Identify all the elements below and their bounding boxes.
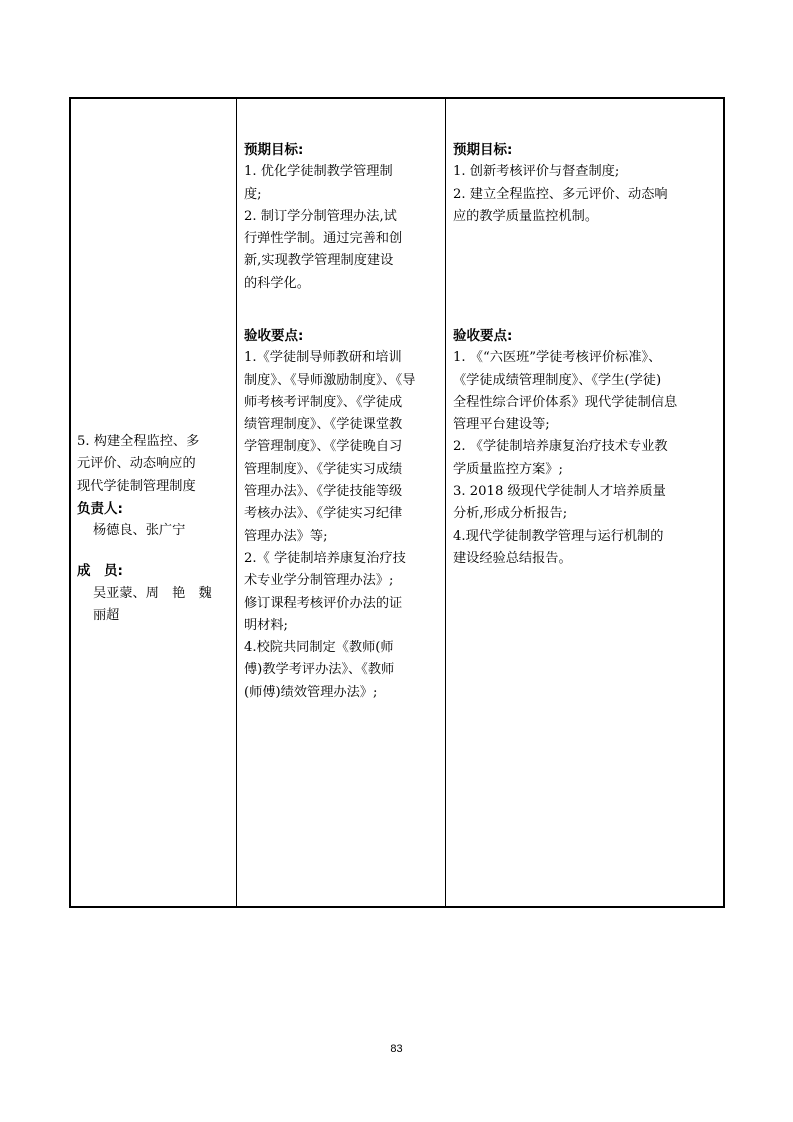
task-column [71, 99, 237, 906]
acceptance-line: 管理办法》等; [244, 528, 328, 544]
acceptance-line: 师考核考评制度》、《学徒成 [244, 394, 403, 410]
task-line: 5. 构建全程监控、多 [77, 434, 200, 449]
task-line: 元评价、动态响应的 [77, 456, 196, 472]
acceptance-line: 制度》、《导师激励制度》、《导 [244, 372, 416, 388]
responsible-names: 杨德良、张广宁 [93, 523, 186, 539]
plan-table [69, 97, 725, 908]
goal-line: 应的教学质量监控机制。 [453, 208, 599, 224]
page-number: 83 [390, 1043, 403, 1055]
goals-block [244, 139, 440, 295]
acceptance-line: 1.《学徒制导师教研和培训 [244, 350, 402, 366]
acceptance-line: 分析,形成分析报告; [453, 506, 568, 522]
responsible-label: 负责人: [77, 500, 123, 517]
acceptance-line: 4.校院共同制定《教师(师 [244, 640, 394, 656]
acceptance-line: 明材料; [244, 617, 289, 633]
acceptance-line: 管理平台建设等; [453, 417, 550, 433]
acceptance-title: 验收要点: [453, 328, 513, 344]
acceptance-line: 傅)教学考评办法》、《教师 [244, 662, 395, 678]
acceptance-line: 建设经验总结报告。 [453, 550, 572, 566]
members-line: 吴亚蒙、周 艳 魏 [93, 585, 212, 601]
acceptance-line: 管理制度》、《学徒实习成绩 [244, 461, 403, 477]
goal-line: 2. 建立全程监控、多元评价、动态响 [453, 186, 668, 202]
goal-line: 1. 优化学徒制教学管理制 [244, 164, 393, 180]
goal-line: 新,实现教学管理制度建设 [244, 253, 394, 269]
acceptance-line: 管理办法》、《学徒技能等级 [244, 484, 403, 500]
acceptance-block [453, 325, 719, 570]
acceptance-line: 学质量监控方案》; [453, 461, 563, 477]
acceptance-line: 考核办法》、《学徒实习纪律 [244, 506, 403, 522]
acceptance-line: 学管理制度》、《学徒晚自习 [244, 439, 403, 455]
acceptance-line: 2. 《学徒制培养康复治疗技术专业教 [453, 439, 668, 455]
acceptance-line: (师傅)绩效管理办法》; [244, 684, 378, 700]
acceptance-block [244, 325, 440, 704]
acceptance-line: 4.现代学徒制教学管理与运行机制的 [453, 528, 664, 544]
acceptance-line: 绩管理制度》、《学徒课堂教 [244, 417, 403, 433]
goals-block [453, 139, 719, 228]
goal-line: 行弹性学制。通过完善和创 [244, 231, 403, 247]
members-line: 丽超 [93, 608, 120, 624]
goal-line: 1. 创新考核评价与督查制度; [453, 164, 620, 180]
goal-title: 预期目标: [453, 142, 513, 158]
acceptance-line: 全程性综合评价体系》现代学徒制信息 [453, 394, 678, 410]
goal-line: 度; [244, 186, 262, 202]
acceptance-line: 3. 2018 级现代学徒制人才培养质量 [453, 484, 666, 500]
goal-line: 的科学化。 [244, 275, 310, 291]
goal-line: 2. 制订学分制管理办法,试 [244, 208, 397, 224]
acceptance-line: 1. 《“六医班”学徒考核评价标准》、 [453, 350, 662, 366]
acceptance-title: 验收要点: [244, 328, 304, 344]
quality-column [446, 99, 725, 906]
goal-title: 预期目标: [244, 142, 304, 158]
acceptance-line: 2.《 学徒制培养康复治疗技 [244, 550, 406, 566]
measures-column [237, 99, 446, 906]
task-line: 现代学徒制管理制度 [77, 478, 196, 494]
acceptance-line: 《学徒成绩管理制度》、《学生(学徒) [453, 372, 662, 388]
acceptance-line: 术专业学分制管理办法》; [244, 573, 394, 589]
members-label: 成 员: [77, 563, 123, 580]
task-description [77, 431, 232, 627]
acceptance-line: 修订课程考核评价办法的证 [244, 595, 403, 611]
